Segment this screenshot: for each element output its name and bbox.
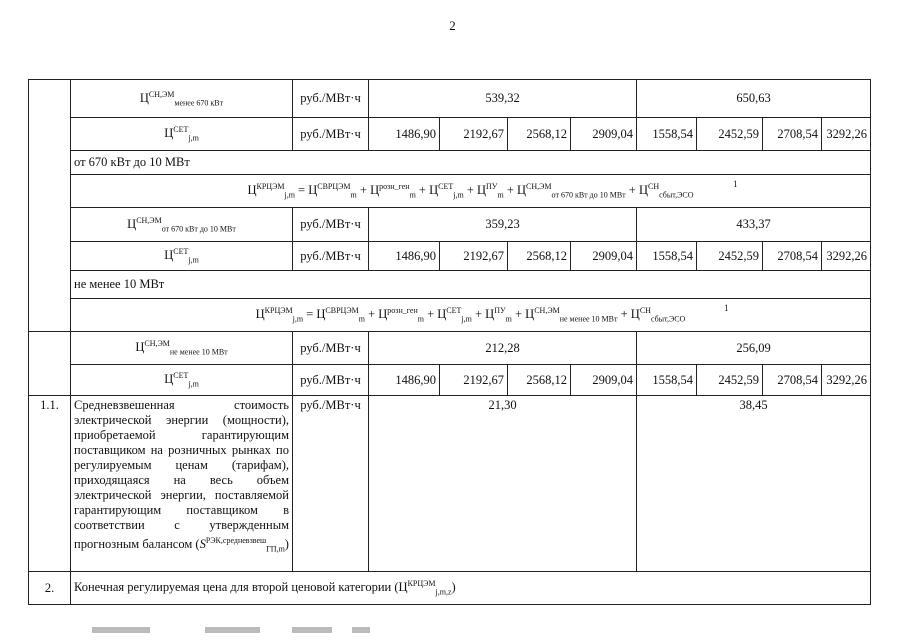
value-cell: 2568,12 — [508, 118, 571, 151]
item-description: Средневзвешенная стоимость электрической энергии (мощности), приобретаемой гарантирующим поставщиком на розничных рынках по регулируемым ценам (тарифам), приходящаяся на весь объем электрической энергии, поставляемой гарантирующим поставщиком в соответствии с утвержденным прогнозным балансом $(S^{РЭК,средневзвеш}_{ГП,m})$ — [71, 396, 293, 572]
table-row — [29, 208, 871, 242]
table-row — [29, 572, 871, 605]
symbol-cell: $Ц^{СЕТ}_{j,m}$ — [71, 242, 293, 271]
symbol-cell: $Ц^{СН,ЭМ}_{не менее 10 МВт}$ — [71, 332, 293, 365]
value-cell: 21,30 — [369, 396, 637, 572]
item-number: 2. — [29, 572, 71, 605]
value-cell: 650,63 — [637, 80, 871, 118]
section-heading: от 670 кВт до 10 МВт — [71, 151, 871, 175]
item-number: 1.1. — [29, 396, 71, 572]
value-cell: 2192,67 — [440, 365, 508, 396]
value-cell: 1558,54 — [637, 365, 697, 396]
table-row — [29, 175, 871, 208]
unit-cell: руб./МВт·ч — [293, 208, 369, 242]
value-cell: 2708,54 — [763, 365, 822, 396]
formula-cell: $Ц^{КРЦЭМ}_{j,m} = Ц^{СВРЦЭМ}_m + Ц^{розн\_ген}_m + Ц^{СЕТ}_{j,m} + Ц^{ПУ}_m + Ц^{СН,ЭМ}_{от 670 кВт до 10 МВт} + Ц^{СН}_{сбыт,ЭСО}$ 1 — [71, 175, 871, 208]
value-cell: 539,32 — [369, 80, 637, 118]
table-row — [29, 118, 871, 151]
unit-cell: руб./МВт·ч — [293, 242, 369, 271]
value-cell: 1486,90 — [369, 118, 440, 151]
symbol-cell: $Ц^{СН,ЭМ}_{менее 670 кВт}$ — [71, 80, 293, 118]
symbol-cell: $Ц^{СЕТ}_{j,m}$ — [71, 118, 293, 151]
tariff-table — [28, 79, 871, 605]
scan-artifact — [92, 627, 150, 633]
value-cell: 212,28 — [369, 332, 637, 365]
formula-cell: $Ц^{КРЦЭМ}_{j,m} = Ц^{СВРЦЭМ}_m + Ц^{розн\_ген}_m + Ц^{СЕТ}_{j,m} + Ц^{ПУ}_m + Ц^{СН,ЭМ}_{не менее 10 МВт} + Ц^{СН}_{сбыт,ЭСО}$ 1 — [71, 299, 871, 332]
scan-artifact — [352, 627, 370, 633]
unit-cell: руб./МВт·ч — [293, 396, 369, 572]
value-cell: 2452,59 — [697, 118, 763, 151]
value-cell: 2909,04 — [571, 365, 637, 396]
symbol-cell: $Ц^{СН,ЭМ}_{от 670 кВт до 10 МВт}$ — [71, 208, 293, 242]
section-heading: не менее 10 МВт — [71, 271, 871, 299]
value-cell: 359,23 — [369, 208, 637, 242]
value-cell: 2708,54 — [763, 242, 822, 271]
table-row — [29, 271, 871, 299]
table-row — [29, 396, 871, 572]
value-cell: 3292,26 — [822, 365, 871, 396]
num-cell-empty — [29, 80, 71, 332]
scan-artifact — [205, 627, 260, 633]
value-cell: 1486,90 — [369, 365, 440, 396]
unit-cell: руб./МВт·ч — [293, 365, 369, 396]
value-cell: 38,45 — [637, 396, 871, 572]
table-row — [29, 332, 871, 365]
value-cell: 1486,90 — [369, 242, 440, 271]
table-row — [29, 242, 871, 271]
value-cell: 3292,26 — [822, 118, 871, 151]
table-row — [29, 365, 871, 396]
value-cell: 2568,12 — [508, 365, 571, 396]
table-row — [29, 299, 871, 332]
footnote-mark: 1 — [724, 303, 729, 313]
value-cell: 1558,54 — [637, 242, 697, 271]
value-cell: 2568,12 — [508, 242, 571, 271]
value-cell: 1558,54 — [637, 118, 697, 151]
value-cell: 2192,67 — [440, 118, 508, 151]
value-cell: 256,09 — [637, 332, 871, 365]
value-cell: 2909,04 — [571, 242, 637, 271]
unit-cell: руб./МВт·ч — [293, 332, 369, 365]
symbol-cell: $Ц^{СЕТ}_{j,m}$ — [71, 365, 293, 396]
value-cell: 2192,67 — [440, 242, 508, 271]
value-cell: 433,37 — [637, 208, 871, 242]
table-row — [29, 151, 871, 175]
footnote-mark: 1 — [733, 179, 738, 189]
value-cell: 2909,04 — [571, 118, 637, 151]
page-number: 2 — [449, 18, 456, 33]
unit-cell: руб./МВт·ч — [293, 118, 369, 151]
value-cell: 2708,54 — [763, 118, 822, 151]
scan-artifact — [292, 627, 332, 633]
num-cell-empty — [29, 332, 71, 396]
table-row — [29, 80, 871, 118]
item-description: Конечная регулируемая цена для второй ценовой категории $(Ц^{КРЦЭМ}_{j,m,z})$ — [71, 572, 871, 605]
unit-cell: руб./МВт·ч — [293, 80, 369, 118]
value-cell: 3292,26 — [822, 242, 871, 271]
value-cell: 2452,59 — [697, 365, 763, 396]
value-cell: 2452,59 — [697, 242, 763, 271]
